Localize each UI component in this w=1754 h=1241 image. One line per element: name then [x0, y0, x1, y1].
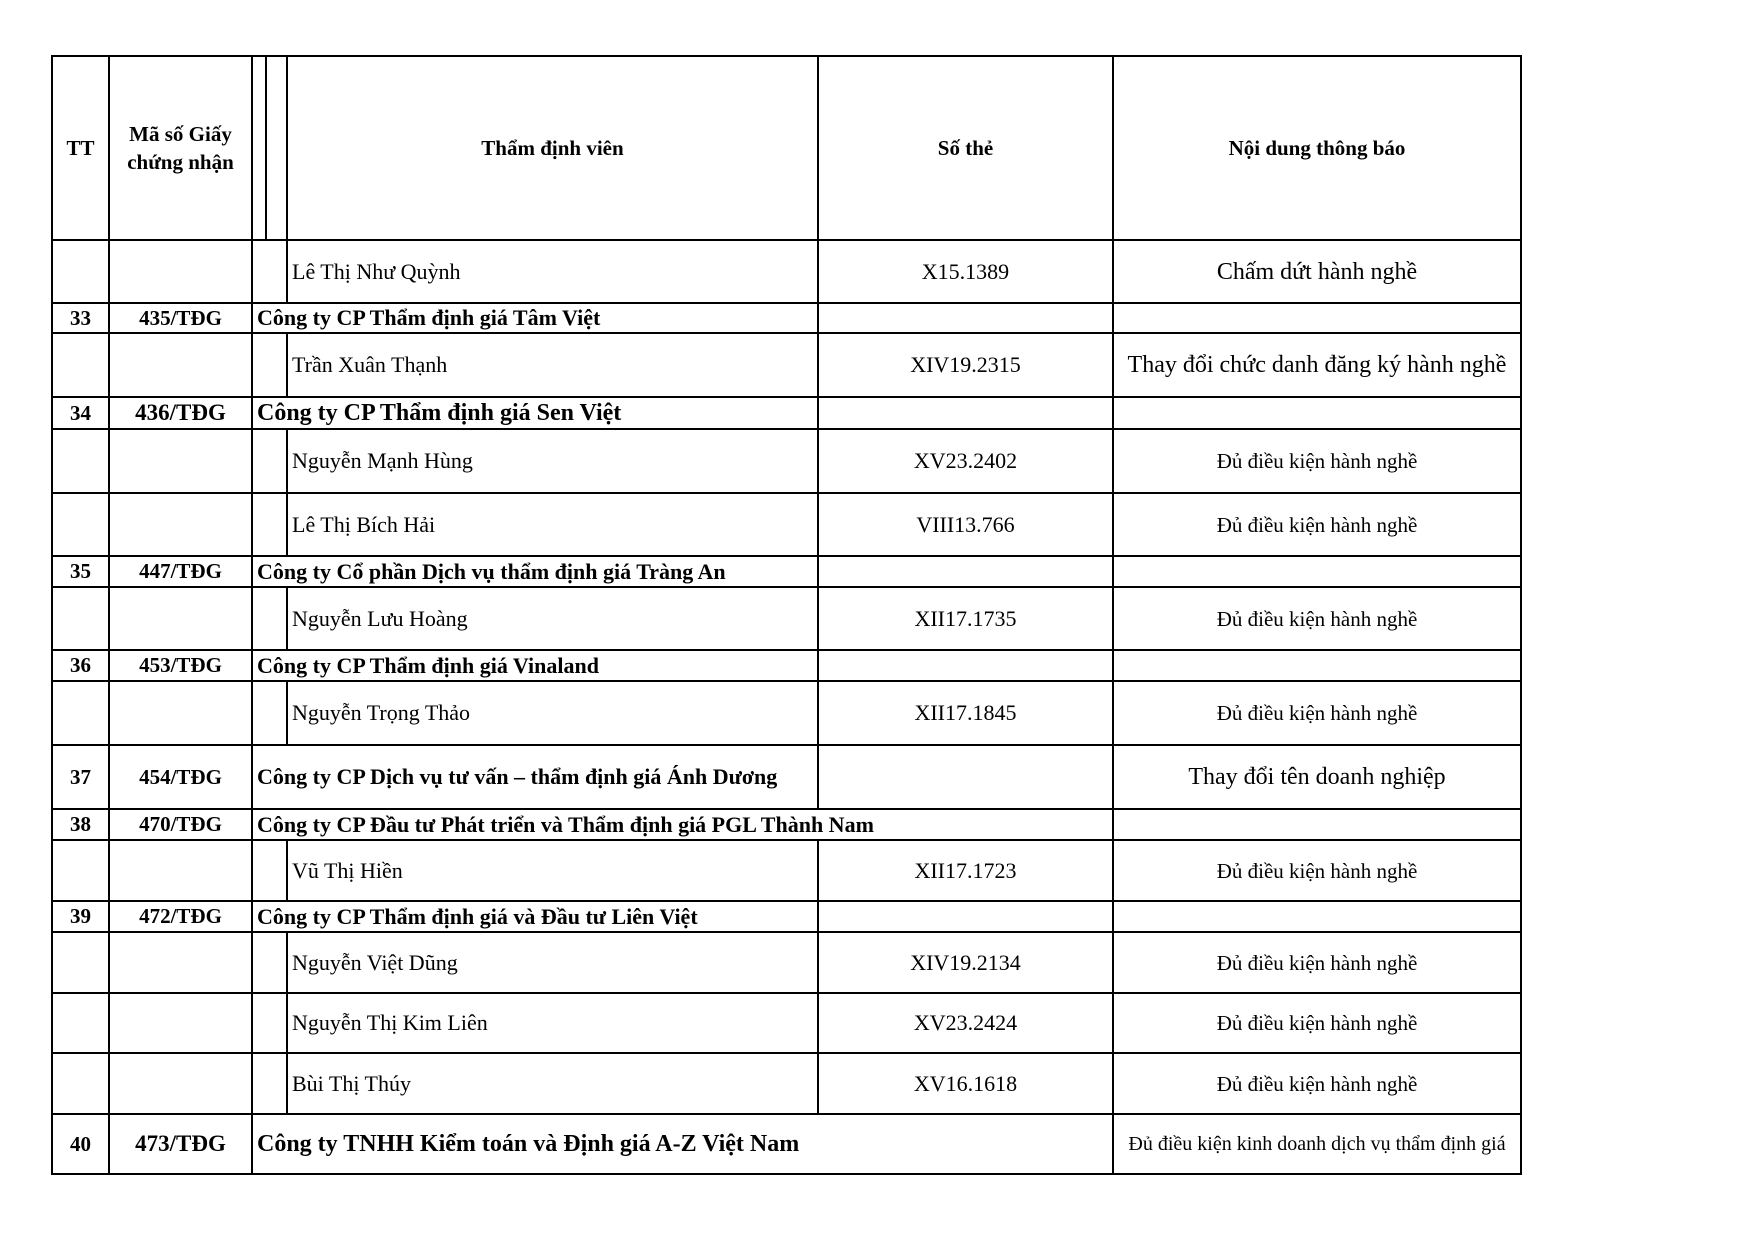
table-row — [52, 681, 1521, 745]
notice-content — [1113, 650, 1521, 681]
card-number: VIII13.766 — [818, 493, 1113, 556]
table-row — [52, 240, 1521, 303]
company-name: Công ty Cổ phần Dịch vụ thẩm định giá Tràng An — [252, 556, 818, 587]
appraiser-name: Vũ Thị Hiền — [287, 840, 818, 901]
table-row — [52, 1053, 1521, 1114]
company-name: Công ty CP Đầu tư Phát triển và Thẩm định giá PGL Thành Nam — [252, 809, 1113, 840]
notice-content: Thay đổi chức danh đăng ký hành nghề — [1113, 333, 1521, 397]
notice-content: Đủ điều kiện hành nghề — [1113, 587, 1521, 650]
table-row — [52, 745, 1521, 809]
company-name: Công ty CP Thẩm định giá và Đầu tư Liên Việt — [252, 901, 818, 932]
notice-content: Thay đổi tên doanh nghiệp — [1113, 745, 1521, 809]
table-row — [52, 333, 1521, 397]
header-certificate-code: Mã số Giấy chứng nhận — [109, 56, 252, 240]
certificate-code: 470/TĐG — [109, 809, 252, 840]
certificate-code: 473/TĐG — [109, 1114, 252, 1174]
table-row — [52, 650, 1521, 681]
appraiser-name: Nguyễn Thị Kim Liên — [287, 993, 818, 1053]
notice-content: Đủ điều kiện hành nghề — [1113, 993, 1521, 1053]
header-tt: TT — [52, 56, 109, 240]
appraiser-name: Nguyễn Việt Dũng — [287, 932, 818, 993]
certificate-code: 472/TĐG — [109, 901, 252, 932]
card-number: XV23.2424 — [818, 993, 1113, 1053]
notice-content: Đủ điều kiện kinh doanh dịch vụ thẩm định giá — [1113, 1114, 1521, 1174]
notice-content: Đủ điều kiện hành nghề — [1113, 681, 1521, 745]
notice-content: Đủ điều kiện hành nghề — [1113, 840, 1521, 901]
notice-content — [1113, 556, 1521, 587]
card-number: XII17.1845 — [818, 681, 1113, 745]
card-number: XV23.2402 — [818, 429, 1113, 493]
certificate-code: 435/TĐG — [109, 303, 252, 333]
notice-content — [1113, 901, 1521, 932]
appraiser-name: Lê Thị Như Quỳnh — [287, 240, 818, 303]
card-number: XIV19.2315 — [818, 333, 1113, 397]
certificate-code: 447/TĐG — [109, 556, 252, 587]
notice-content: Đủ điều kiện hành nghề — [1113, 1053, 1521, 1114]
table-row — [52, 840, 1521, 901]
notice-content: Đủ điều kiện hành nghề — [1113, 932, 1521, 993]
certificate-code: 436/TĐG — [109, 397, 252, 429]
table-row — [52, 556, 1521, 587]
company-name: Công ty CP Dịch vụ tư vấn – thẩm định giá Ánh Dương — [252, 745, 818, 809]
notice-content — [1113, 397, 1521, 429]
notice-content — [1113, 809, 1521, 840]
appraiser-name: Nguyễn Mạnh Hùng — [287, 429, 818, 493]
appraiser-name: Lê Thị Bích Hải — [287, 493, 818, 556]
row-number: 33 — [52, 303, 109, 333]
row-number: 37 — [52, 745, 109, 809]
header-card-number: Số thẻ — [818, 56, 1113, 240]
row-number: 35 — [52, 556, 109, 587]
card-number: XV16.1618 — [818, 1053, 1113, 1114]
header-appraiser: Thẩm định viên — [287, 56, 818, 240]
certificate-code: 453/TĐG — [109, 650, 252, 681]
table-row — [52, 429, 1521, 493]
header-row — [52, 56, 1521, 240]
table-row — [52, 993, 1521, 1053]
row-number: 34 — [52, 397, 109, 429]
card-number: XII17.1735 — [818, 587, 1113, 650]
row-number: 36 — [52, 650, 109, 681]
company-name: Công ty CP Thẩm định giá Tâm Việt — [252, 303, 818, 333]
table-row — [52, 493, 1521, 556]
notice-content — [1113, 303, 1521, 333]
appraiser-name: Nguyễn Trọng Thảo — [287, 681, 818, 745]
company-name: Công ty TNHH Kiểm toán và Định giá A-Z Việt Nam — [252, 1114, 1113, 1174]
header-spacer — [266, 56, 287, 240]
table-row — [52, 303, 1521, 333]
table-row — [52, 901, 1521, 932]
table-row — [52, 397, 1521, 429]
table-row — [52, 1114, 1521, 1174]
registry-table — [51, 55, 1522, 1175]
certificate-code: 454/TĐG — [109, 745, 252, 809]
card-number: X15.1389 — [818, 240, 1113, 303]
header-spacer — [252, 56, 266, 240]
row-number: 38 — [52, 809, 109, 840]
appraiser-name: Trần Xuân Thạnh — [287, 333, 818, 397]
company-name: Công ty CP Thẩm định giá Sen Việt — [252, 397, 818, 429]
appraiser-name: Bùi Thị Thúy — [287, 1053, 818, 1114]
card-number: XIV19.2134 — [818, 932, 1113, 993]
notice-content: Đủ điều kiện hành nghề — [1113, 493, 1521, 556]
table-row — [52, 932, 1521, 993]
notice-content: Đủ điều kiện hành nghề — [1113, 429, 1521, 493]
table-row — [52, 809, 1521, 840]
appraiser-name: Nguyễn Lưu Hoàng — [287, 587, 818, 650]
notice-content: Chấm dứt hành nghề — [1113, 240, 1521, 303]
card-number: XII17.1723 — [818, 840, 1113, 901]
row-number: 40 — [52, 1114, 109, 1174]
header-notice-content: Nội dung thông báo — [1113, 56, 1521, 240]
row-number: 39 — [52, 901, 109, 932]
company-name: Công ty CP Thẩm định giá Vinaland — [252, 650, 818, 681]
table-row — [52, 587, 1521, 650]
